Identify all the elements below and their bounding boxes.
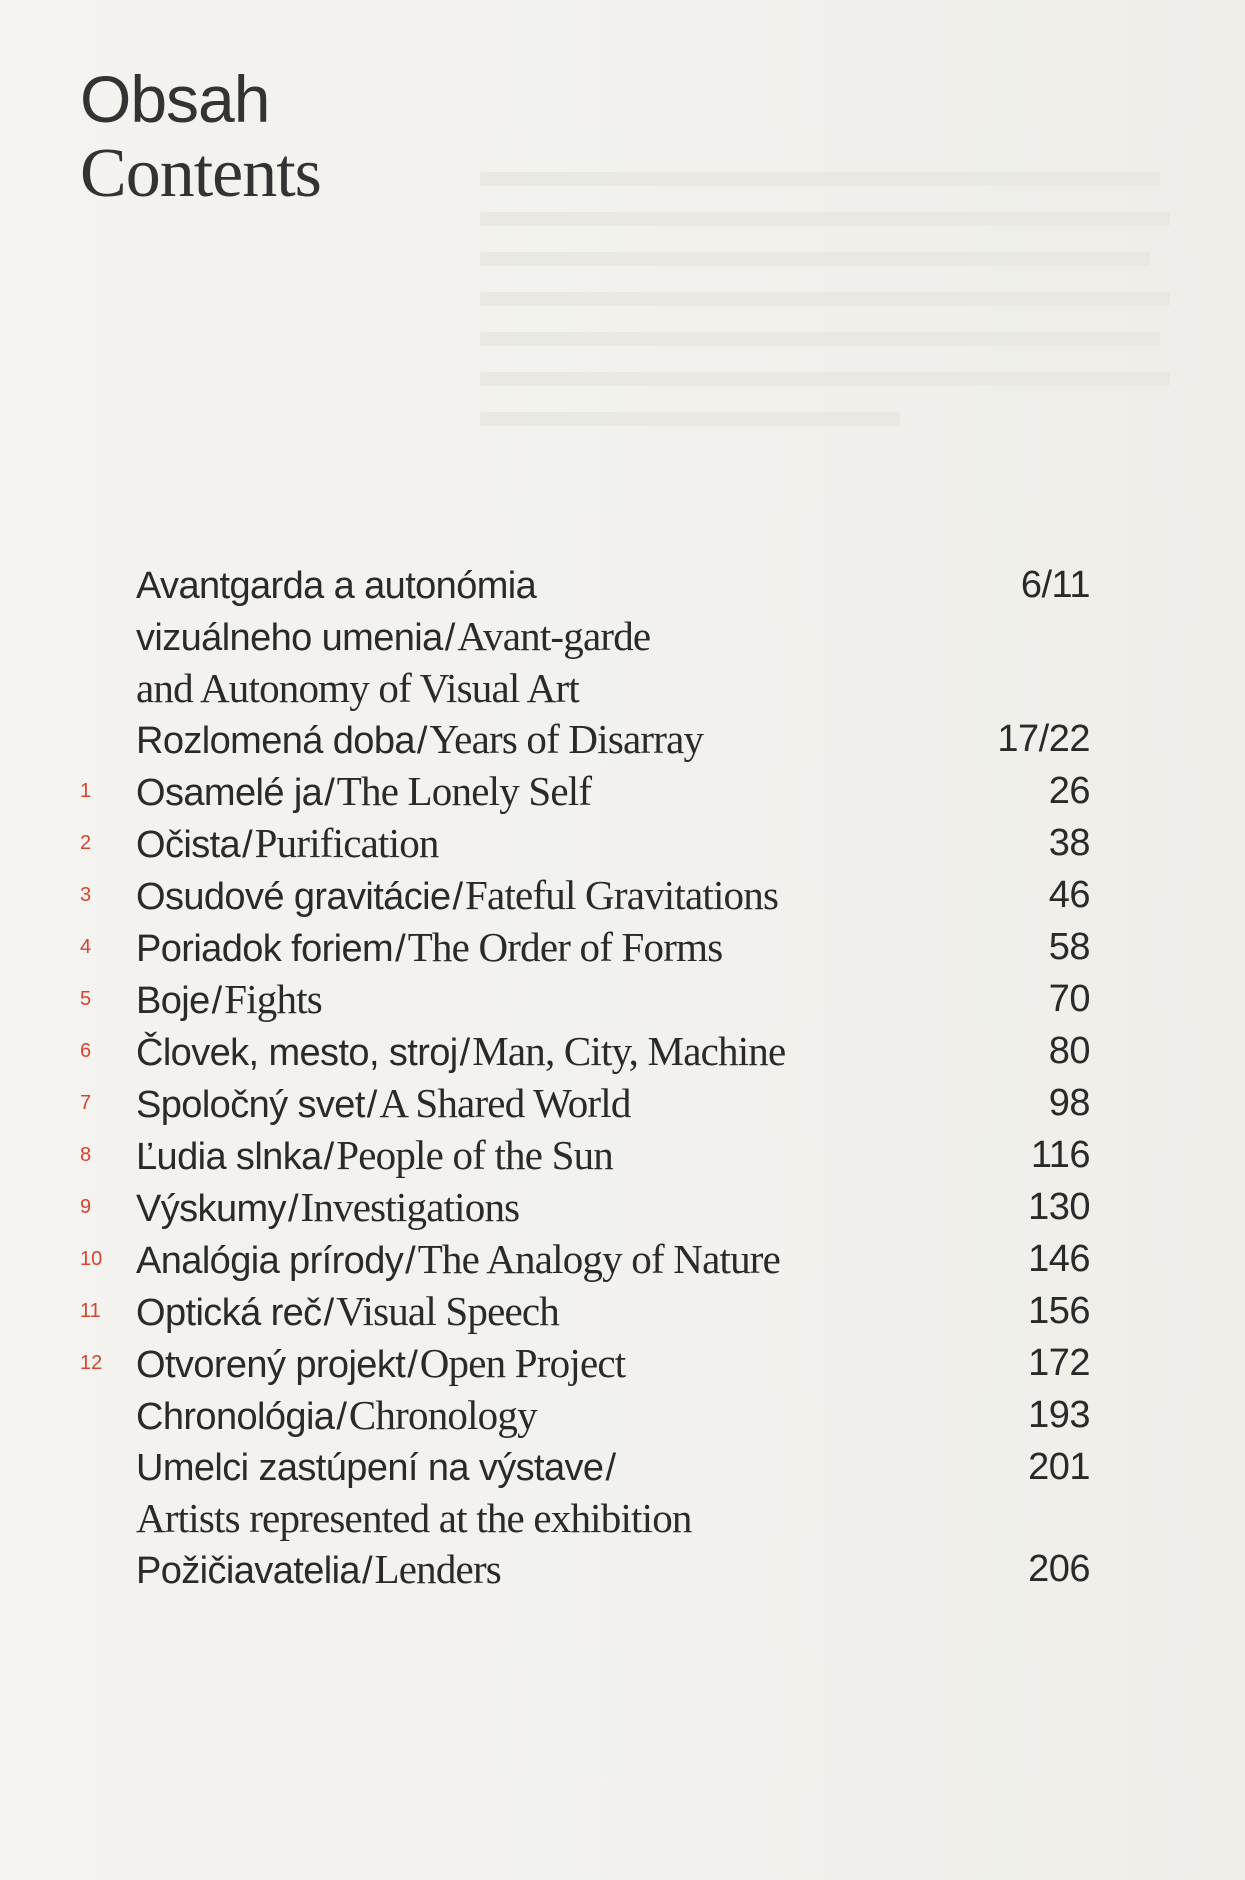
show-through-line xyxy=(480,372,1170,386)
toc-entry-text xyxy=(136,1026,936,1078)
toc-page-number: 130 xyxy=(1028,1186,1090,1228)
title-separator: / xyxy=(324,772,335,814)
toc-page-number: 58 xyxy=(1048,926,1090,968)
toc-entry xyxy=(80,818,1100,870)
toc-title-slovak: vizuálneho umenia xyxy=(136,617,443,659)
toc-title-slovak: Požičiavatelia xyxy=(136,1550,360,1592)
toc-page-number: 116 xyxy=(1030,1134,1090,1176)
toc-title-slovak: Analógia prírody xyxy=(136,1240,404,1282)
show-through-line xyxy=(480,412,900,426)
show-through-line xyxy=(480,212,1170,226)
toc-page-number: 98 xyxy=(1048,1082,1090,1124)
toc-title-slovak: Rozlomená doba xyxy=(136,720,415,762)
toc-entry-avantgarda xyxy=(80,560,1100,714)
toc-entry-text xyxy=(136,974,936,1026)
toc-title-slovak: Umelci zastúpení na výstave xyxy=(136,1447,604,1489)
toc-title-slovak: Osudové gravitácie xyxy=(136,876,451,918)
toc-entry xyxy=(80,1182,1100,1234)
toc-entry-text xyxy=(136,870,936,922)
toc-page-number: 70 xyxy=(1048,978,1090,1020)
title-separator: / xyxy=(361,1550,373,1592)
chapter-number: 6 xyxy=(80,1040,92,1062)
toc-title-slovak: Otvorený projekt xyxy=(136,1344,406,1386)
toc-title-slovak: Chronológia xyxy=(136,1396,335,1438)
toc-entry-text xyxy=(136,818,936,870)
toc-entry xyxy=(80,922,1100,974)
toc-page-number: 26 xyxy=(1048,770,1090,812)
title-separator: / xyxy=(416,720,428,762)
page-title-slovak: Obsah xyxy=(80,62,270,136)
toc-title-english: Purification xyxy=(254,820,439,866)
toc-title-slovak: Ľudia slnka xyxy=(136,1136,322,1178)
toc-entry-text xyxy=(136,1544,936,1596)
toc-title-english: A Shared World xyxy=(379,1080,631,1126)
title-separator: / xyxy=(605,1447,617,1489)
toc-entry-text xyxy=(136,922,936,974)
toc-page-number: 206 xyxy=(1028,1548,1090,1590)
toc-entry-text xyxy=(136,766,936,818)
toc-entry-artists xyxy=(80,1442,1100,1544)
toc-entry-text xyxy=(136,714,936,766)
toc-entry xyxy=(80,974,1100,1026)
toc-page-number: 38 xyxy=(1048,822,1090,864)
toc-page-number: 46 xyxy=(1048,874,1090,916)
toc-title-english: Investigations xyxy=(300,1184,520,1230)
toc-entry-text xyxy=(136,1182,936,1234)
toc-entry-text xyxy=(136,1234,936,1286)
chapter-number: 1 xyxy=(80,780,92,802)
toc-title-slovak: Optická reč xyxy=(136,1292,322,1334)
chapter-number: 9 xyxy=(80,1196,92,1218)
toc-entry-text xyxy=(136,1078,936,1130)
title-separator: / xyxy=(336,1396,347,1438)
toc-page-number: 146 xyxy=(1028,1238,1090,1280)
toc-title-english: Lenders xyxy=(374,1546,501,1592)
toc-entry xyxy=(80,1338,1100,1390)
toc-page-number: 17/22 xyxy=(997,718,1090,760)
chapter-number: 10 xyxy=(80,1248,103,1270)
chapter-number: 11 xyxy=(80,1300,101,1322)
toc-entry-text xyxy=(136,1390,936,1442)
toc-entry xyxy=(80,1544,1100,1596)
title-separator: / xyxy=(323,1292,335,1334)
toc-title-english: The Analogy of Nature xyxy=(417,1236,781,1282)
title-separator: / xyxy=(366,1084,378,1126)
chapter-number: 7 xyxy=(80,1092,92,1114)
toc-title-english: Years of Disarray xyxy=(429,716,704,762)
title-separator: / xyxy=(444,617,456,659)
toc-title-english: Open Project xyxy=(419,1340,626,1386)
toc-entry-text xyxy=(136,1130,936,1182)
toc-title-english: Chronology xyxy=(348,1392,537,1438)
table-of-contents xyxy=(80,560,1100,1596)
toc-title-english: Avant-garde xyxy=(457,613,651,659)
toc-title-english: The Lonely Self xyxy=(336,768,592,814)
toc-entry xyxy=(80,766,1100,818)
title-separator: / xyxy=(459,1032,471,1074)
chapter-number: 8 xyxy=(80,1144,92,1166)
toc-page-number: 6/11 xyxy=(1020,564,1090,606)
toc-entry xyxy=(80,1130,1100,1182)
chapter-number: 3 xyxy=(80,884,92,906)
chapter-number: 5 xyxy=(80,988,92,1010)
toc-title-slovak: Spoločný svet xyxy=(136,1084,365,1126)
toc-title-slovak: Očista xyxy=(136,824,241,866)
toc-page-number: 193 xyxy=(1028,1394,1090,1436)
title-separator: / xyxy=(211,980,223,1022)
show-through-line xyxy=(480,292,1170,306)
toc-title-english: Visual Speech xyxy=(336,1288,559,1334)
toc-entry-text xyxy=(136,1338,936,1390)
toc-title-english: Artists represented at the exhibition xyxy=(136,1495,692,1541)
toc-entry xyxy=(80,1390,1100,1442)
toc-title-english: Fights xyxy=(224,976,322,1022)
toc-page-number: 172 xyxy=(1028,1342,1090,1384)
toc-title-slovak: Poriadok foriem xyxy=(136,928,394,970)
toc-title-slovak: Človek, mesto, stroj xyxy=(136,1032,458,1074)
title-separator: / xyxy=(407,1344,418,1386)
toc-entry-text xyxy=(136,560,936,714)
title-separator: / xyxy=(323,1136,335,1178)
title-separator: / xyxy=(452,876,464,918)
toc-page-number: 80 xyxy=(1048,1030,1090,1072)
page-title-english: Contents xyxy=(80,135,321,212)
toc-page-number: 156 xyxy=(1028,1290,1090,1332)
toc-entry xyxy=(80,1234,1100,1286)
toc-entry-text xyxy=(136,1442,936,1544)
toc-page-number: 201 xyxy=(1028,1446,1090,1488)
show-through-line xyxy=(480,252,1150,266)
title-separator: / xyxy=(405,1240,416,1282)
toc-entry xyxy=(80,1078,1100,1130)
toc-title-english: and Autonomy of Visual Art xyxy=(136,665,579,711)
title-separator: / xyxy=(395,928,406,970)
toc-title-english: People of the Sun xyxy=(336,1132,614,1178)
toc-entry xyxy=(80,1286,1100,1338)
show-through-line xyxy=(480,332,1160,346)
toc-entry-text xyxy=(136,1286,936,1338)
chapter-number: 4 xyxy=(80,936,92,958)
toc-entry xyxy=(80,714,1100,766)
toc-title-slovak: Avantgarda a autonómia xyxy=(136,565,537,607)
toc-title-english: Fateful Gravitations xyxy=(465,872,779,918)
toc-title-slovak: Výskumy xyxy=(136,1188,286,1230)
show-through-line xyxy=(480,172,1160,186)
chapter-number: 2 xyxy=(80,832,92,854)
toc-entry xyxy=(80,1026,1100,1078)
chapter-number: 12 xyxy=(80,1352,103,1374)
toc-title-slovak: Boje xyxy=(136,980,210,1022)
title-block xyxy=(80,62,321,212)
toc-title-english: The Order of Forms xyxy=(407,924,723,970)
toc-entry xyxy=(80,870,1100,922)
toc-title-slovak: Osamelé ja xyxy=(136,772,323,814)
title-separator: / xyxy=(242,824,253,866)
title-separator: / xyxy=(287,1188,299,1230)
toc-title-english: Man, City, Machine xyxy=(472,1028,786,1074)
